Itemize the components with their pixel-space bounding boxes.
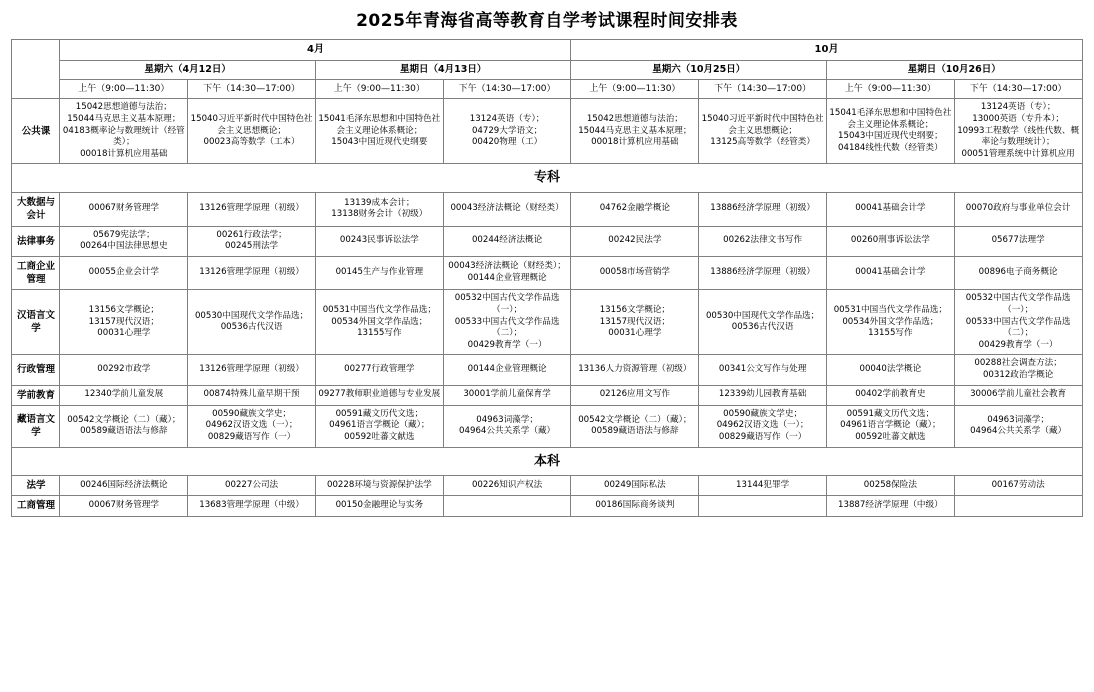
course-cell: 04963词藻学； 04964公共关系学（藏） [443, 405, 571, 447]
table-row [12, 192, 1082, 226]
corner-cell [12, 40, 60, 99]
course-cell: 00067财务管理学 [60, 496, 188, 516]
row-label: 工商企业管理 [12, 256, 60, 290]
course-cell: 00186国际商务谈判 [571, 496, 699, 516]
course-cell: 00041基础会计学 [826, 256, 954, 290]
course-cell: 00070政府与事业单位会计 [954, 192, 1082, 226]
course-cell: 13156文学概论； 13157现代汉语； 00031心理学 [571, 290, 699, 355]
course-cell: 15040习近平新时代中国特色社会主义思想概论； 13125高等数学（经管类） [699, 99, 827, 164]
course-cell: 13124英语（专）； 13000英语（专升本）； 10993工程数学（线性代数、概率论与数理统计）； 00051管理系统中计算机应用 [954, 99, 1082, 164]
empty-cell [443, 496, 571, 516]
header-row-month [12, 40, 1082, 61]
empty-cell [699, 496, 827, 516]
course-cell: 05679宪法学； 00264中国法律思想史 [60, 226, 188, 256]
course-cell: 00542文学概论（二）（藏）； 00589藏语语法与修辞 [571, 405, 699, 447]
section-header-zhuanke: 专科 [12, 164, 1082, 193]
table-row [12, 226, 1082, 256]
course-cell: 13886经济学原理（初级） [699, 256, 827, 290]
course-cell: 00591藏文历代文选； 04961语言学概论（藏）； 00592吐蕃文献选 [826, 405, 954, 447]
course-cell: 00531中国当代文学作品选； 00534外国文学作品选； 13155写作 [315, 290, 443, 355]
course-cell: 00055企业会计学 [60, 256, 188, 290]
row-label: 工商管理 [12, 496, 60, 516]
header-month-april: 4月 [60, 40, 571, 61]
course-cell: 00058市场营销学 [571, 256, 699, 290]
table-row [12, 290, 1082, 355]
row-label: 汉语言文学 [12, 290, 60, 355]
course-cell: 13139成本会计； 13138财务会计（初级） [315, 192, 443, 226]
course-cell: 13144犯罪学 [699, 476, 827, 496]
header-time-1: 下午（14:30—17:00） [188, 80, 316, 99]
course-cell: 15042思想道德与法治； 15044马克思主义基本原理； 00018计算机应用基础 [571, 99, 699, 164]
course-cell: 13136人力资源管理（初级） [571, 355, 699, 385]
course-cell: 00341公文写作与处理 [699, 355, 827, 385]
course-cell: 00532中国古代文学作品选（一）； 00533中国古代文学作品选（二）； 00429教育学（一） [954, 290, 1082, 355]
course-cell: 00144企业管理概论 [443, 355, 571, 385]
header-row-time [12, 80, 1082, 99]
header-day-0: 星期六（4月12日） [60, 60, 316, 80]
course-cell: 00262法律文书写作 [699, 226, 827, 256]
row-label: 大数据与会计 [12, 192, 60, 226]
course-cell: 13126管理学原理（初级） [188, 192, 316, 226]
course-cell: 13683管理学原理（中级） [188, 496, 316, 516]
header-time-5: 下午（14:30—17:00） [699, 80, 827, 99]
row-label-gonggong: 公共课 [12, 99, 60, 164]
course-cell: 00249国际私法 [571, 476, 699, 496]
course-cell: 12340学前儿童发展 [60, 385, 188, 405]
course-cell: 00258保险法 [826, 476, 954, 496]
course-cell: 00228环境与资源保护法学 [315, 476, 443, 496]
table-row [12, 385, 1082, 405]
header-time-6: 上午（9:00—11:30） [826, 80, 954, 99]
course-cell: 00896电子商务概论 [954, 256, 1082, 290]
course-cell: 12339幼儿园教育基础 [699, 385, 827, 405]
course-cell: 00292市政学 [60, 355, 188, 385]
section-row [12, 164, 1082, 193]
exam-schedule-table [11, 39, 1082, 517]
table-row [12, 405, 1082, 447]
section-header-benke: 本科 [12, 447, 1082, 476]
header-time-3: 下午（14:30—17:00） [443, 80, 571, 99]
course-cell: 00277行政管理学 [315, 355, 443, 385]
table-row [12, 99, 1082, 164]
course-cell: 15040习近平新时代中国特色社会主义思想概论； 00023高等数学（工本） [188, 99, 316, 164]
course-cell: 00530中国现代文学作品选； 00536古代汉语 [188, 290, 316, 355]
course-cell: 00591藏文历代文选； 04961语言学概论（藏）； 00592吐蕃文献选 [315, 405, 443, 447]
header-day-3: 星期日（10月26日） [826, 60, 1082, 80]
course-cell: 13126管理学原理（初级） [188, 256, 316, 290]
row-label: 学前教育 [12, 385, 60, 405]
course-cell: 00590藏族文学史； 04962汉语文选（一）； 00829藏语写作（一） [188, 405, 316, 447]
course-cell: 00040法学概论 [826, 355, 954, 385]
row-label: 藏语言文学 [12, 405, 60, 447]
course-cell: 00167劳动法 [954, 476, 1082, 496]
course-cell: 00542文学概论（二）（藏）； 00589藏语语法与修辞 [60, 405, 188, 447]
course-cell: 00067财务管理学 [60, 192, 188, 226]
row-label: 法学 [12, 476, 60, 496]
table-row [12, 476, 1082, 496]
table-row [12, 256, 1082, 290]
section-row [12, 447, 1082, 476]
course-cell: 00043经济法概论（财经类）； 00144企业管理概论 [443, 256, 571, 290]
header-time-7: 下午（14:30—17:00） [954, 80, 1082, 99]
course-cell: 00261行政法学； 00245刑法学 [188, 226, 316, 256]
header-row-day [12, 60, 1082, 80]
course-cell: 13126管理学原理（初级） [188, 355, 316, 385]
course-cell: 00532中国古代文学作品选（一）； 00533中国古代文学作品选（二）； 00429教育学（一） [443, 290, 571, 355]
course-cell: 00242民法学 [571, 226, 699, 256]
course-cell: 13156文学概论； 13157现代汉语； 00031心理学 [60, 290, 188, 355]
course-cell: 00531中国当代文学作品选； 00534外国文学作品选； 13155写作 [826, 290, 954, 355]
row-label: 行政管理 [12, 355, 60, 385]
course-cell: 02126应用文写作 [571, 385, 699, 405]
course-cell: 00150金融理论与实务 [315, 496, 443, 516]
course-cell: 00145生产与作业管理 [315, 256, 443, 290]
course-cell: 00043经济法概论（财经类） [443, 192, 571, 226]
course-cell: 00260刑事诉讼法学 [826, 226, 954, 256]
course-cell: 15041毛泽东思想和中国特色社会主义理论体系概论； 15043中国近现代史纲要； 04184线性代数（经管类） [826, 99, 954, 164]
course-cell: 00227公司法 [188, 476, 316, 496]
header-month-october: 10月 [571, 40, 1082, 61]
row-label: 法律事务 [12, 226, 60, 256]
course-cell: 00874特殊儿童早期干预 [188, 385, 316, 405]
course-cell: 30006学前儿童社会教育 [954, 385, 1082, 405]
page-title: 2025年青海省高等教育自学考试课程时间安排表 [356, 11, 738, 31]
course-cell: 00041基础会计学 [826, 192, 954, 226]
course-cell: 00288社会调查方法； 00312政治学概论 [954, 355, 1082, 385]
course-cell: 13887经济学原理（中级） [826, 496, 954, 516]
course-cell: 04963词藻学； 04964公共关系学（藏） [954, 405, 1082, 447]
header-time-2: 上午（9:00—11:30） [315, 80, 443, 99]
course-cell: 00246国际经济法概论 [60, 476, 188, 496]
header-time-0: 上午（9:00—11:30） [60, 80, 188, 99]
header-day-1: 星期日（4月13日） [315, 60, 571, 80]
course-cell: 15042思想道德与法治； 15044马克思主义基本原理； 04183概率论与数理统计（经管类）； 00018计算机应用基础 [60, 99, 188, 164]
course-cell: 15041毛泽东思想和中国特色社会主义理论体系概论； 15043中国近现代史纲要 [315, 99, 443, 164]
table-row [12, 355, 1082, 385]
course-cell: 00402学前教育史 [826, 385, 954, 405]
table-row [12, 496, 1082, 516]
empty-cell [954, 496, 1082, 516]
course-cell: 00243民事诉讼法学 [315, 226, 443, 256]
course-cell: 00530中国现代文学作品选； 00536古代汉语 [699, 290, 827, 355]
course-cell: 09277教师职业道德与专业发展 [315, 385, 443, 405]
course-cell: 00590藏族文学史； 04962汉语文选（一）； 00829藏语写作（一） [699, 405, 827, 447]
course-cell: 05677法理学 [954, 226, 1082, 256]
header-time-4: 上午（9:00—11:30） [571, 80, 699, 99]
course-cell: 04762金融学概论 [571, 192, 699, 226]
course-cell: 00244经济法概论 [443, 226, 571, 256]
course-cell: 30001学前儿童保育学 [443, 385, 571, 405]
course-cell: 00226知识产权法 [443, 476, 571, 496]
course-cell: 13886经济学原理（初级） [699, 192, 827, 226]
course-cell: 13124英语（专）； 04729大学语文； 00420物理（工） [443, 99, 571, 164]
header-day-2: 星期六（10月25日） [571, 60, 827, 80]
